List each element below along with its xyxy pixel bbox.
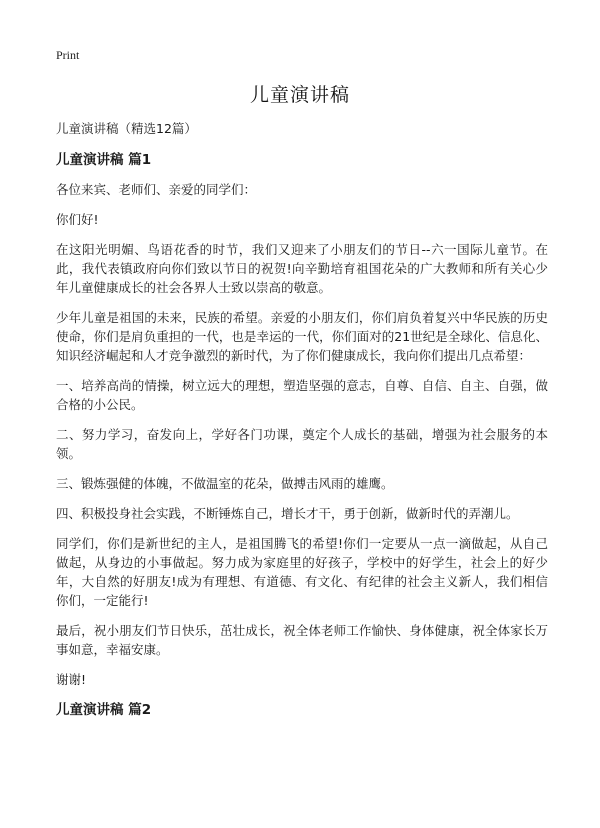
paragraph-intro: 在这阳光明媚、鸟语花香的时节，我们又迎来了小朋友们的节日--六一国际儿童节。在此，我代表镇政府向你们致以节日的祝贺!向辛勤培育祖国花朵的广大教师和所有关心少年儿童健康成长的社会各界人士致以崇高的敬意。	[56, 242, 548, 295]
paragraph-closing: 最后，祝小朋友们节日快乐，茁壮成长，祝全体老师工作愉快、身体健康，祝全体家长万事如意，幸福安康。	[56, 623, 548, 657]
paragraph-hopes: 少年儿童是祖国的未来，民族的希望。亲爱的小朋友们，你们肩负着复兴中华民族的历史使命，你们是肩负重担的一代，也是幸运的一代，你们面对的21世纪是全球化、信息化、知识经济崛起和人才竞争激烈的新时代，为了你们健康成长，我向你们提出几点希望：	[56, 310, 548, 363]
section-heading-1: 儿童演讲稿 篇1	[56, 152, 152, 168]
paragraph-point-2: 二、努力学习，奋发向上，学好各门功课，奠定个人成长的基础，增强为社会服务的本领。	[56, 427, 548, 461]
document-title: 儿童演讲稿	[249, 84, 350, 106]
paragraph-point-3: 三、锻炼强健的体魄，不做温室的花朵，做搏击风雨的雄鹰。	[56, 476, 394, 491]
section-heading-2: 儿童演讲稿 篇2	[56, 702, 152, 718]
paragraph-point-1: 一、培养高尚的情操，树立远大的理想，塑造坚强的意志，自尊、自信、自主、自强，做合格的小公民。	[56, 378, 548, 412]
document-subtitle: 儿童演讲稿（精选12篇）	[56, 121, 197, 136]
paragraph-thanks: 谢谢!	[56, 672, 87, 687]
paragraph-encouragement: 同学们，你们是新世纪的主人，是祖国腾飞的希望!你们一定要从一点一滴做起，从自己做起，从身边的小事做起。努力成为家庭里的好孩子，学校中的好学生，社会上的好少年，大自然的好朋友!成为有理想、有道德、有文化、有纪律的社会主义新人，我们相信你们，一定能行!	[56, 536, 548, 608]
paragraph-greeting: 各位来宾、老师们、亲爱的同学们：	[56, 182, 257, 197]
print-label: Print	[56, 48, 80, 62]
paragraph-hello: 你们好!	[56, 212, 99, 227]
document-body	[56, 120, 548, 730]
paragraph-point-4: 四、积极投身社会实践，不断锤炼自己，增长才干，勇于创新，做新时代的弄潮儿。	[56, 506, 519, 521]
